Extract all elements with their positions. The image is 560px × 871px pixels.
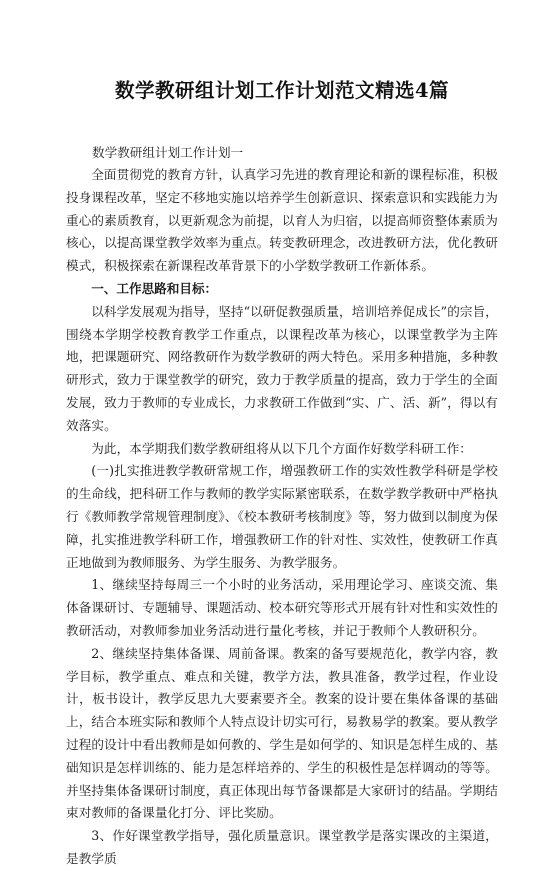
document-title: 数学教研组计划工作计划范文精选4篇 [114, 79, 450, 102]
intro-paragraph: 全面贯彻党的教育方针，认真学习先进的教育理论和新的课程标准，积极投身课程改革，坚定不移地实施以培养学生创新意识、探索意识和实践能力为重心的素质教育，以更新观念为前提，以育人为归宿，以提高师资整体素质为核心，以提高课堂教学效率为重点。转变教研理念，改进教研方法，优化教研模式，积极探索在新课程改革背景下的小学数学教研工作新体系。 [66, 167, 498, 274]
item-2-paragraph: 2、继续坚持集体备课、周前备课。教案的备写要规范化，教学内容，教学目标，教学重点、难点和关键，教学方法，教具准备，教学过程，作业设计，板书设计，教学反思九大要素要齐全。教案的设计要在集体备课的基础上，结合本班实际和教师个人特点设计切实可行，易教易学的教案。要从教学过程的设计中看出教师是如何教的、学生是如何学的、知识是怎样生成的、基础知识是怎样训练的、能力是怎样培养的、学生的积极性是怎样调动的等等。并坚持集体备课研讨制度，真正体现出每节备课都是大家研讨的结晶。学期结束对教师的备课量化打分、评比奖励。 [66, 645, 498, 821]
section1-paragraph-2: 为此，本学期我们数学教研组将从以下几个方面作好数学科研工作： [91, 440, 472, 456]
document-subtitle: 数学教研组计划工作计划一 [92, 145, 244, 160]
section-heading-1: 一、工作思路和目标： [91, 280, 218, 296]
item-1-paragraph: 1、继续坚持每周三一个小时的业务活动，采用理论学习、座谈交流、集体备课研讨、专题辅导、课题活动、校本研究等形式开展有针对性和实效性的教研活动，对教师参加业务活动进行量化考核，并记于教师个人教研积分。 [66, 577, 498, 638]
item-3-paragraph: 3、作好课堂教学指导，强化质量意识。课堂教学是落实课改的主渠道，是教学质 [66, 828, 498, 866]
item-a-paragraph: (一)扎实推进教学教研常规工作，增强教研工作的实效性教学科研是学校的生命线，把科研工作与教师的教学实际紧密联系，在数学教学教研中严格执行《教师教学常规管理制度》、《校本教研考核制度》等，努力做到以制度为保障，扎实推进教学科研工作，增强教研工作的针对性、实效性，使教研工作真正地做到为教师服务、为学生服务、为教学服务。 [66, 463, 498, 570]
section1-paragraph-1: 以科学发展观为指导，坚持“以研促教强质量，培训培养促成长”的宗旨，围绕本学期学校教育教学工作重点，以课程改革为核心，以课堂教学为主阵地，把课题研究、网络教研作为数学教研的两大特色。采用多种措施，多种教研形式，致力于课堂教学的研究，致力于教学质量的提高，致力于学生的全面发展，致力于教师的专业成长，力求教研工作做到“实、广、活、新”，得以有效落实。 [66, 303, 498, 433]
